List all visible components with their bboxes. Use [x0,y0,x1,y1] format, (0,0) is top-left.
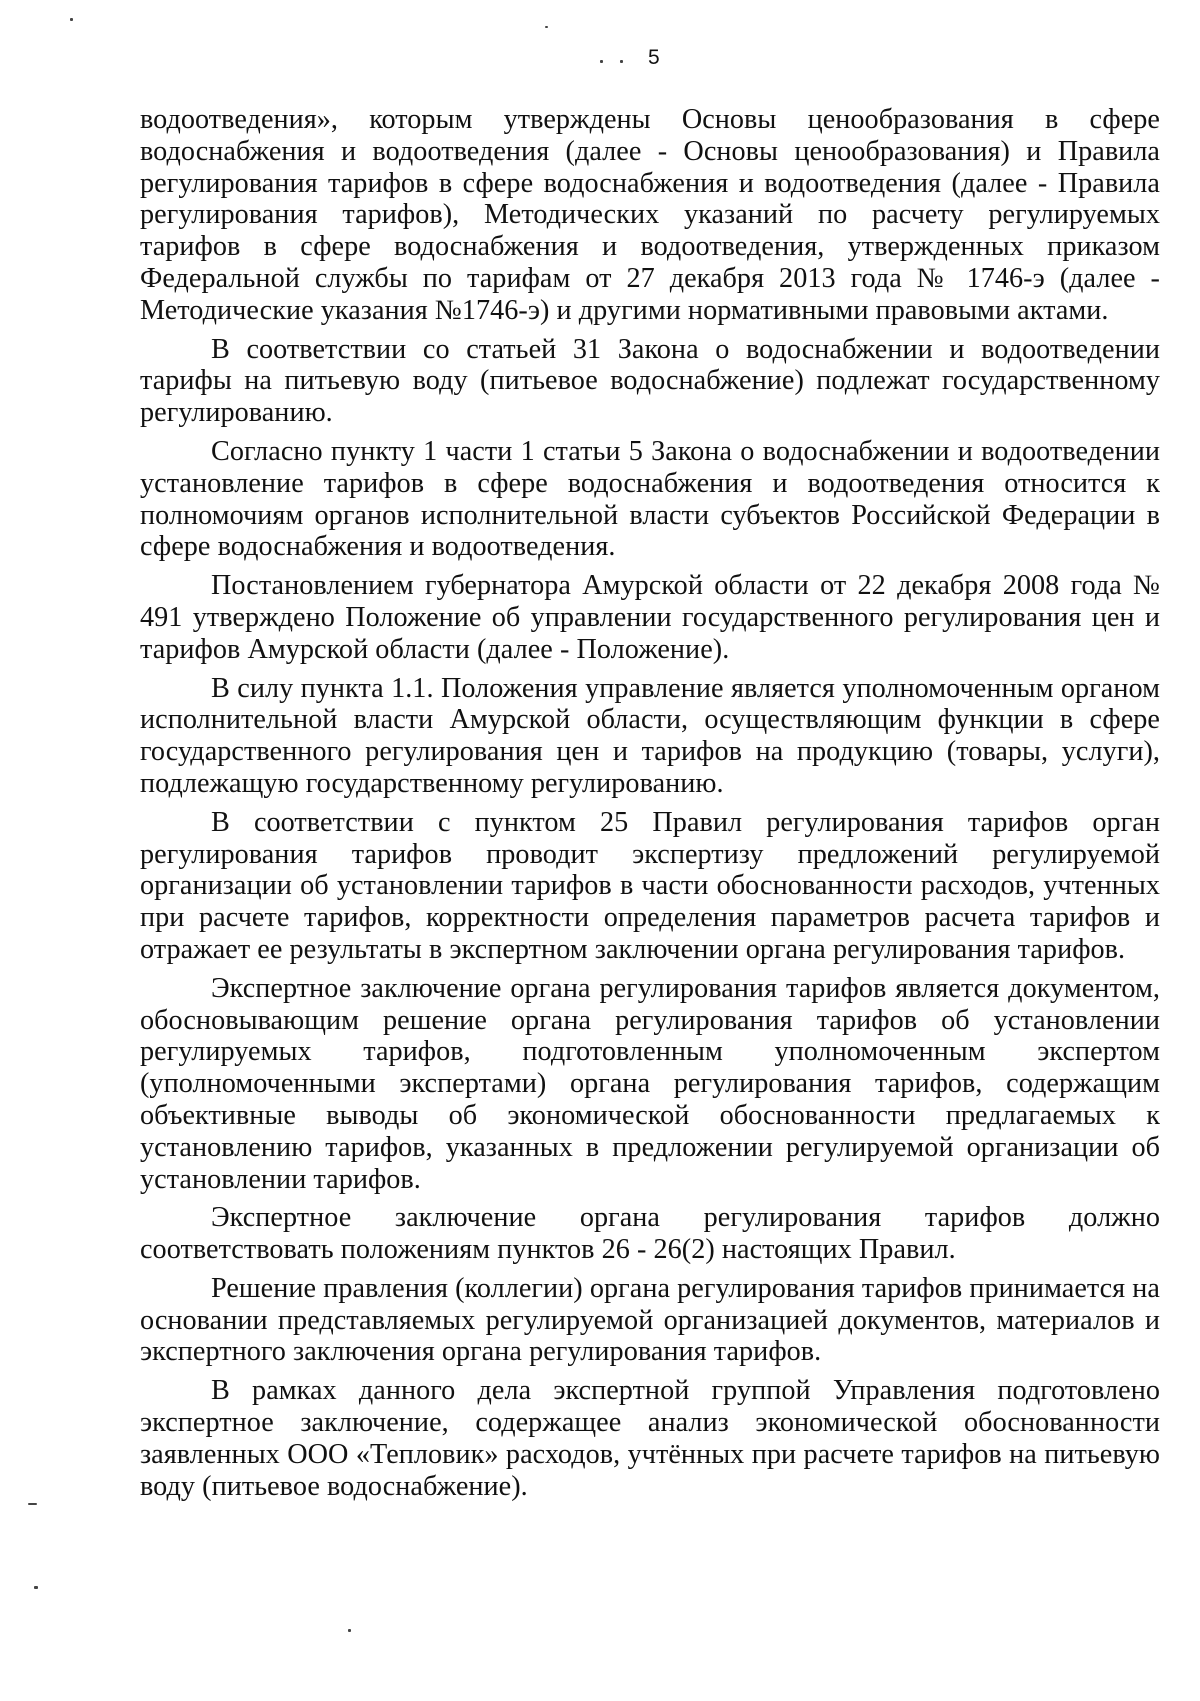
paragraph-continuation: водоотведения», которым утверждены Основы ценообразования в сфере водоснабжения и водоотведения (далее - Основы ценообразования) и Правила регулирования тарифов в сфере водоснабжения и водоотведения (далее - Правила регулирования тарифов), Методических указаний по расчету регулируемых тарифов в сфере водоснабжения и водоотведения, утвержденных приказом Федеральной службы по тарифам от 27 декабря 2013 года № 1746-э (далее - Методические указания №1746-э) и другими нормативными правовыми актами. [140,104,1160,326]
paragraph: Решение правления (коллегии) органа регулирования тарифов принимается на основании представляемых регулируемой организацией документов, материалов и экспертного заключения органа регулирования тарифов. [140,1272,1160,1368]
paragraph: В соответствии с пунктом 25 Правил регулирования тарифов орган регулирования тарифов проводит экспертизу предложений регулируемой организации об установлении тарифов в части обоснованности расходов, учтенных при расчете тарифов, корректности определения параметров расчета тарифов и отражает ее результаты в экспертном заключении органа регулирования тарифов. [140,806,1160,965]
paragraph: Экспертное заключение органа регулирования тарифов является документом, обосновывающим решение органа регулирования тарифов об установлении регулируемых тарифов, подготовленным уполномоченным экспертом (уполномоченными экспертами) органа регулирования тарифов, содержащим объективные выводы об экономической обоснованности предлагаемых к установлению тарифов, указанных в предложении регулируемой организации об установлении тарифов. [140,972,1160,1195]
paragraph: Постановлением губернатора Амурской области от 22 декабря 2008 года № 491 утверждено Положение об управлении государственного регулирования цен и тарифов Амурской области (далее - Положение). [140,570,1160,665]
scan-speck [34,1586,38,1589]
paragraph: Согласно пункту 1 части 1 статьи 5 Закона о водоснабжении и водоотведении установление тарифов в сфере водоснабжения и водоотведения относится к полномочиям органов исполнительной власти субъектов Российской Федерации в сфере водоснабжения и водоотведения. [140,435,1160,563]
page-number: 5 [648,46,660,69]
paragraph: Экспертное заключение органа регулирования тарифов должно соответствовать положениям пунктов 26 - 26(2) настоящих Правил. [140,1202,1160,1266]
document-body [140,104,1160,1502]
scan-speck [348,1629,351,1632]
scan-speck [28,1503,37,1505]
paragraph: В рамках данного дела экспертной группой Управления подготовлено экспертное заключение, содержащее анализ экономической обоснованности заявленных ООО «Тепловик» расходов, учтённых при расчете тарифов на питьевую воду (питьевое водоснабжение). [140,1375,1160,1502]
scan-speck [70,18,73,21]
scan-speck [545,26,548,28]
scan-speck [620,60,623,63]
scan-speck [600,60,603,63]
paragraph: В силу пункта 1.1. Положения управление является уполномоченным органом исполнительной власти Амурской области, осуществляющим функции в сфере государственного регулирования цен и тарифов на продукцию (товары, услуги), подлежащую государственному регулированию. [140,672,1160,799]
paragraph: В соответствии со статьей 31 Закона о водоснабжении и водоотведении тарифы на питьевую воду (питьевое водоснабжение) подлежат государственному регулированию. [140,333,1160,429]
